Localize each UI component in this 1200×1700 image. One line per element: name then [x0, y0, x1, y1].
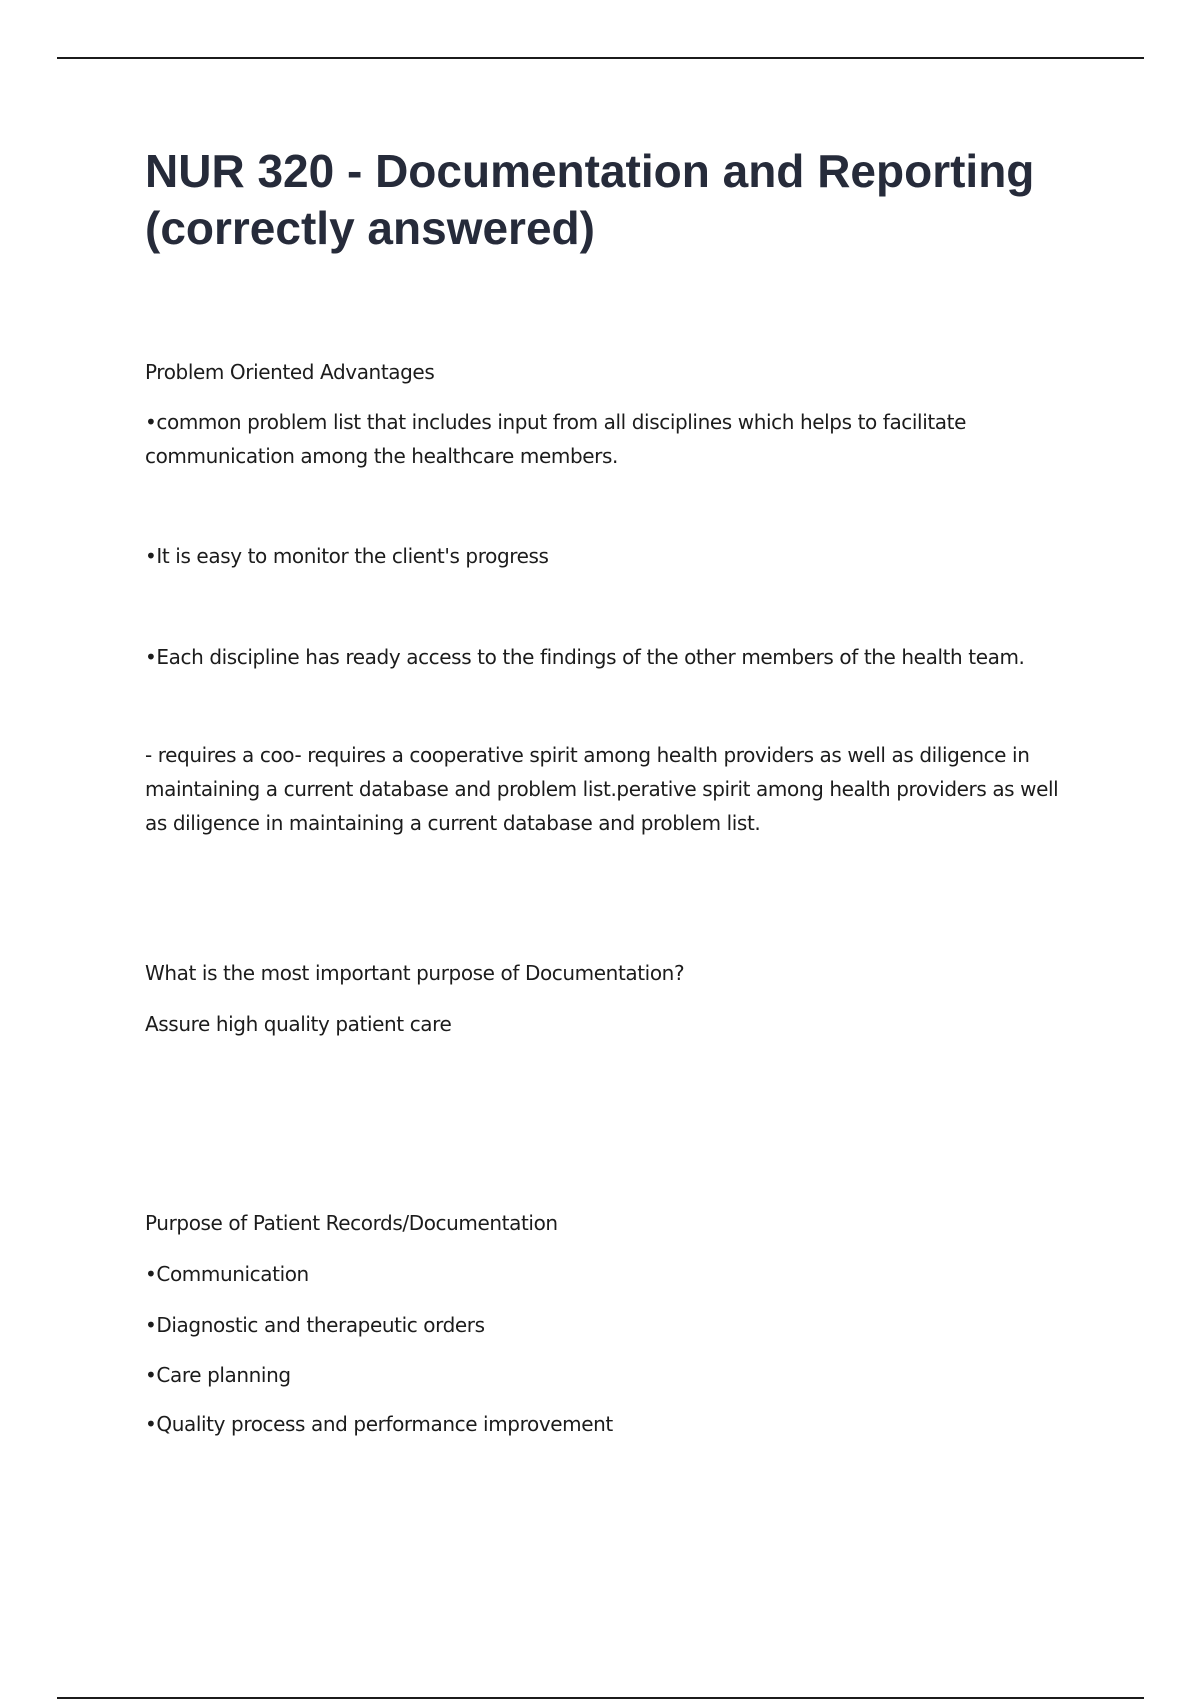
card-1-answer-line-1: •common problem list that includes input from all disciplines which helps to facilitate communication among the healthcare members. [145, 410, 967, 468]
document-title: NUR 320 - Documentation and Reporting (correctly answered) [145, 145, 1035, 254]
card-1-answer-line-3: •Each discipline has ready access to the findings of the other members of the health team. [145, 645, 1025, 669]
card-3-answer-line-3: •Care planning [145, 1363, 291, 1387]
card-3-answer-line-4: •Quality process and performance improvement [145, 1412, 613, 1436]
card-1-question: Problem Oriented Advantages [145, 360, 435, 384]
card-2-answer-line-1: Assure high quality patient care [145, 1012, 452, 1036]
card-3-question: Purpose of Patient Records/Documentation [145, 1211, 558, 1235]
card-3-answer-line-2: •Diagnostic and therapeutic orders [145, 1313, 485, 1337]
card-1-answer-line-2: •It is easy to monitor the client's progress [145, 544, 549, 568]
card-2-question: What is the most important purpose of Documentation? [145, 961, 685, 985]
card-1-answer-line-4: - requires a coo- requires a cooperative spirit among health providers as well as diligence in maintaining a current database and problem list.perative spirit among health providers as well as diligence in maintaining a current database and problem list. [145, 743, 1059, 835]
card-3-answer-line-1: •Communication [145, 1262, 309, 1286]
top-rule [57, 57, 1144, 59]
bottom-rule [57, 1697, 1144, 1699]
